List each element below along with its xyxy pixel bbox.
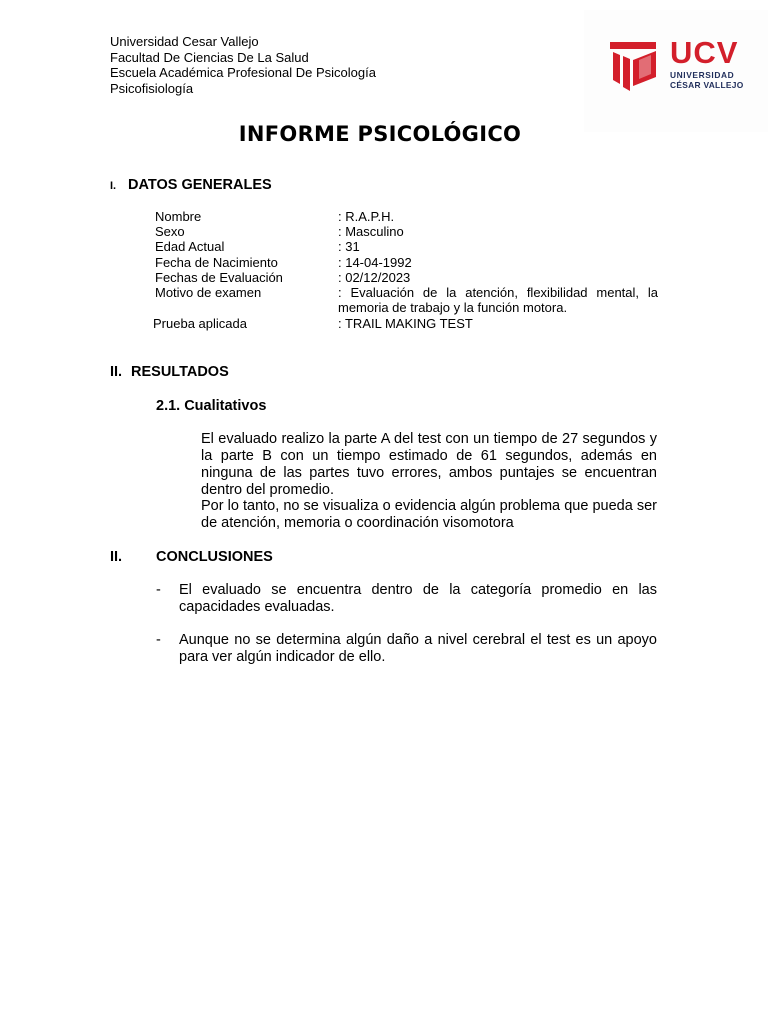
conclusion-item — [156, 632, 657, 666]
document-title: INFORME PSICOLÓGICO — [238, 122, 522, 146]
datos-value: : Evaluación de la atención, flexibilidad mental, la memoria de trabajo y la función motora. — [338, 285, 658, 316]
datos-generales-table — [155, 209, 658, 332]
logo-line1: UNIVERSIDAD — [670, 70, 735, 80]
conclusion-text: El evaluado se encuentra dentro de la categoría promedio en las capacidades evaluadas. — [179, 582, 657, 615]
datos-label: Sexo — [155, 224, 185, 240]
results-paragraph: El evaluado realizo la parte A del test con un tiempo de 27 segundos y la parte B con un tiempo estimado de 61 segundos, además en ninguna de las partes tuvo errores, ambos puntajes se encuentran dentro del promedio. — [201, 431, 657, 498]
bullet-marker: - — [156, 632, 161, 648]
datos-value: : TRAIL MAKING TEST — [338, 316, 473, 332]
section-title: RESULTADOS — [131, 364, 229, 380]
section-number: I. — [110, 180, 117, 192]
datos-row-fecha-nacimiento — [155, 255, 658, 270]
logo-acronym: UCV — [670, 35, 739, 70]
datos-value: : 02/12/2023 — [338, 269, 411, 285]
datos-row-prueba — [155, 316, 658, 331]
datos-value: : Masculino — [338, 224, 404, 240]
datos-label: Prueba aplicada — [153, 316, 247, 332]
datos-value: : 31 — [338, 239, 360, 255]
conclusion-item — [156, 582, 657, 616]
datos-row-sexo — [155, 224, 658, 239]
datos-row-motivo — [155, 285, 658, 315]
datos-row-fecha-evaluacion — [155, 270, 658, 285]
section-conclusiones-heading — [110, 549, 273, 565]
ucv-emblem-icon — [610, 40, 660, 92]
header-faculty: Facultad De Ciencias De La Salud — [110, 49, 309, 65]
section-title: CONCLUSIONES — [156, 549, 273, 565]
logo-line2: CÉSAR VALLEJO — [670, 80, 744, 90]
section-datos-generales-heading — [110, 177, 272, 193]
section-resultados-heading — [110, 364, 229, 380]
datos-row-nombre — [155, 209, 658, 224]
conclusion-text: Aunque no se determina algún daño a nivel cerebral el test es un apoyo para ver algún indicador de ello. — [179, 632, 657, 665]
results-conclusion-paragraph: Por lo tanto, no se visualiza o evidencia algún problema que pueda ser de atención, memoria o coordinación visomotora — [201, 498, 657, 531]
subsection-cualitativos-heading: 2.1. Cualitativos — [156, 398, 267, 414]
header-course: Psicofisiología — [110, 80, 194, 96]
section-title: DATOS GENERALES — [128, 177, 272, 193]
datos-label: Edad Actual — [155, 239, 225, 255]
header-block — [110, 34, 376, 96]
header-school: Escuela Académica Profesional De Psicología — [110, 65, 376, 80]
section-number: II. — [110, 549, 123, 565]
datos-label: Nombre — [155, 209, 202, 224]
datos-label: Fecha de Nacimiento — [155, 254, 278, 270]
datos-label: Motivo de examen — [155, 285, 262, 301]
header-university: Universidad Cesar Vallejo — [110, 34, 259, 49]
section-number: II. — [110, 364, 123, 380]
datos-row-edad — [155, 239, 658, 254]
bullet-marker: - — [156, 582, 161, 598]
ucv-logo — [584, 10, 768, 132]
datos-label: Fechas de Evaluación — [155, 269, 283, 285]
datos-value: : R.A.P.H. — [338, 209, 395, 224]
datos-value: : 14-04-1992 — [338, 254, 412, 270]
